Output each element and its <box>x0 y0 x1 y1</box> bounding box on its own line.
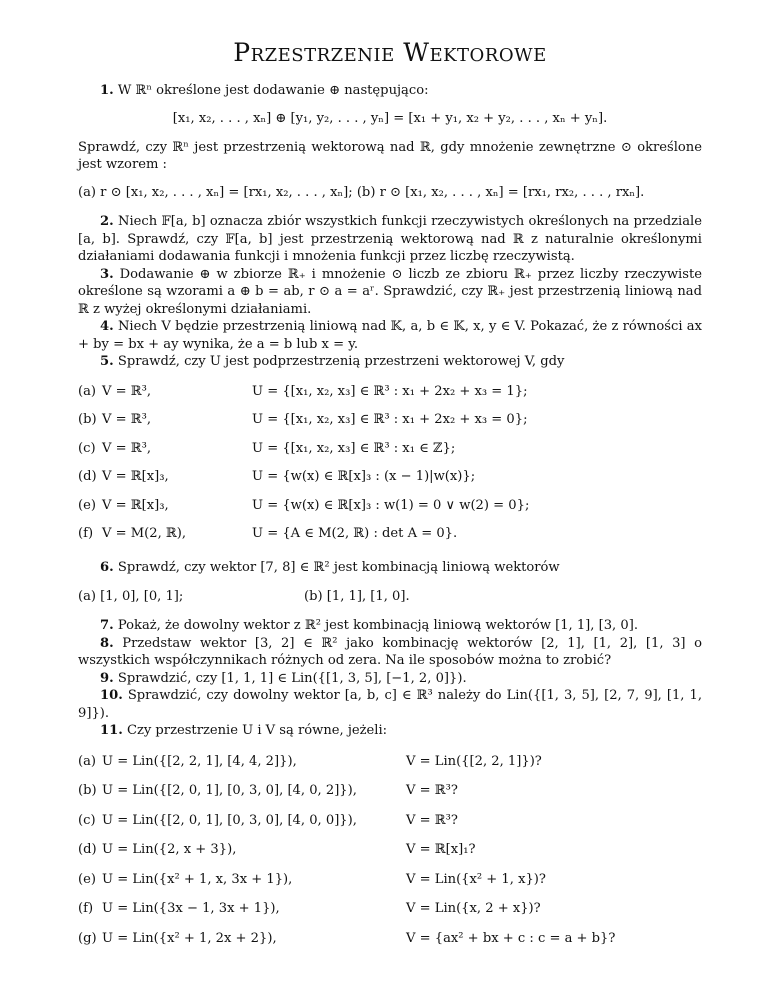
space-v: V = ℝ³? <box>406 783 458 798</box>
list-item <box>78 406 702 435</box>
problem-1-options: (a) r ⊙ [x₁, x₂, . . . , xₙ] = [rx₁, x₂, . . . , xₙ]; (b) r ⊙ [x₁, x₂, . . . , xₙ] = [rx₁, rx₂, . . . , rxₙ]. <box>78 184 645 200</box>
problem-text: Sprawdzić, czy [1, 1, 1] ∈ Lin({[1, 3, 5], [−1, 2, 0]}). <box>117 670 467 686</box>
item-label: (d) <box>78 469 97 484</box>
problem-3 <box>78 266 702 319</box>
space-u: U = Lin({[2, 0, 1], [0, 3, 0], [4, 0, 2]}), <box>102 783 357 798</box>
problem-10 <box>78 687 702 722</box>
problem-text: Dodawanie ⊕ w zbiorze ℝ₊ i mnożenie ⊙ liczb ze zbioru ℝ₊ przez liczby rzeczywiste określone są wzorami a ⊕ b = ab, r ⊙ a = aʳ. Sprawdzić, czy ℝ₊ jest przestrzenią liniową nad ℝ z wyżej określonymi działaniami. <box>78 266 702 317</box>
list-item <box>78 806 702 836</box>
item-label: (b) <box>78 783 97 798</box>
problem-5 <box>78 353 702 371</box>
problem-number: 11. <box>100 723 123 738</box>
subspace-u: U = {[x₁, x₂, x₃] ∈ ℝ³ : x₁ + 2x₂ + x₃ = 1}; <box>252 383 528 399</box>
problem-text: W ℝⁿ określone jest dodawanie ⊕ następująco: <box>117 83 429 98</box>
problem-text: Niech 𝔽[a, b] oznacza zbiór wszystkich funkcji rzeczywistych określonych na przedziale [a, b]. Sprawdź, czy 𝔽[a, b] jest przestrzenią wektorową nad ℝ z naturalnie określonymi działaniami dodawania funkcji i mnożenia funkcji przez liczbę rzeczywistą. <box>78 214 702 264</box>
space-u: U = Lin({[2, 2, 1], [4, 4, 2]}), <box>102 753 297 769</box>
item-label: (c) <box>78 440 96 456</box>
space-v: V = {ax² + bx + c : c = a + b}? <box>406 930 616 946</box>
subspace-u: U = {[x₁, x₂, x₃] ∈ ℝ³ : x₁ + 2x₂ + x₃ = 0}; <box>252 412 528 427</box>
problem-number: 10. <box>100 688 123 703</box>
space-u: U = Lin({3x − 1, 3x + 1}), <box>102 901 280 916</box>
problem-1-text: Sprawdź, czy ℝⁿ jest przestrzenią wektorową nad ℝ, gdy mnożenie zewnętrzne ⊙ określone jest wzorem : <box>78 139 702 172</box>
list-item <box>78 924 702 954</box>
problem-2 <box>78 213 702 266</box>
item-label: (c) <box>78 812 96 828</box>
space-u: U = Lin({[2, 0, 1], [0, 3, 0], [4, 0, 0]}), <box>102 812 357 828</box>
problem-number: 3. <box>100 266 114 282</box>
problem-number: 4. <box>100 319 114 334</box>
problem-6 <box>78 559 702 577</box>
problem-5-list <box>78 378 702 549</box>
list-item <box>78 747 702 777</box>
document-page <box>78 38 702 953</box>
space-v: V = Lin({[2, 2, 1]})? <box>406 753 542 769</box>
space-v: V = M(2, ℝ), <box>102 526 187 541</box>
problem-text: Niech V będzie przestrzenią liniową nad 𝕂, a, b ∈ 𝕂, x, y ∈ V. Pokazać, że z równości ax + by = bx + ay wynika, że a = b lub x = y. <box>78 319 703 352</box>
list-item <box>78 776 702 806</box>
problem-11 <box>78 722 702 740</box>
problem-text: Czy przestrzenie U i V są równe, jeżeli: <box>126 723 388 738</box>
list-item <box>78 865 702 895</box>
list-item <box>78 520 702 549</box>
item-label: (a) <box>78 753 97 769</box>
problem-6-options <box>78 588 702 605</box>
space-v: V = ℝ³, <box>102 440 152 456</box>
space-v: V = ℝ[x]₃, <box>102 469 169 484</box>
list-item <box>78 894 702 924</box>
space-v: V = ℝ³? <box>406 812 458 828</box>
list-item <box>78 835 702 865</box>
space-v: V = Lin({x² + 1, x})? <box>406 871 546 887</box>
subspace-u: U = {A ∈ M(2, ℝ) : det A = 0}. <box>252 526 458 541</box>
space-v: V = Lin({x, 2 + x})? <box>406 901 541 916</box>
problem-11-list <box>78 747 702 954</box>
problem-text: Przedstaw wektor [3, 2] ∈ ℝ² jako kombinację wektorów [2, 1], [1, 2], [1, 3] o wszystkich współczynnikach różnych od zera. Na ile sposobów można to zrobić? <box>78 635 702 668</box>
problem-text: Sprawdzić, czy dowolny wektor [a, b, c] ∈ ℝ³ należy do Lin({[1, 3, 5], [2, 7, 9], [1, 1, 9]}). <box>78 688 702 721</box>
problem-number: 7. <box>100 618 114 633</box>
problem-text: Sprawdź, czy U jest podprzestrzenią przestrzeni wektorowej V, gdy <box>117 354 565 369</box>
subspace-u: U = {w(x) ∈ ℝ[x]₃ : (x − 1)|w(x)}; <box>252 469 476 484</box>
problem-8 <box>78 635 702 670</box>
space-u: U = Lin({2, x + 3}), <box>102 842 237 857</box>
space-v: V = ℝ[x]₁? <box>406 842 476 857</box>
item-label: (d) <box>78 842 97 857</box>
problem-4 <box>78 318 702 353</box>
problem-text: Pokaż, że dowolny wektor z ℝ² jest kombinacją liniową wektorów [1, 1], [3, 0]. <box>117 618 638 633</box>
option-b: (b) [1, 1], [1, 0]. <box>304 589 410 604</box>
problem-7 <box>78 617 702 635</box>
space-v: V = ℝ[x]₃, <box>102 497 169 513</box>
problem-1-formula: [x₁, x₂, . . . , xₙ] ⊕ [y₁, y₂, . . . , yₙ] = [x₁ + y₁, x₂ + y₂, . . . , xₙ + yₙ]. <box>172 110 608 126</box>
problem-text: Sprawdź, czy wektor [7, 8] ∈ ℝ² jest kombinacją liniową wektorów <box>117 559 560 575</box>
page-title: Przestrzenie Wektorowe <box>233 38 547 67</box>
list-item <box>78 435 702 464</box>
item-label: (a) <box>78 383 97 399</box>
problem-number: 9. <box>100 670 114 686</box>
subspace-u: U = {[x₁, x₂, x₃] ∈ ℝ³ : x₁ ∈ ℤ}; <box>252 440 456 456</box>
problem-number: 6. <box>100 559 114 575</box>
item-label: (e) <box>78 871 96 887</box>
problem-9 <box>78 670 702 688</box>
option-a: (a) [1, 0], [0, 1]; <box>78 589 184 604</box>
list-item <box>78 463 702 492</box>
space-v: V = ℝ³, <box>102 412 152 427</box>
space-v: V = ℝ³, <box>102 383 152 399</box>
space-u: U = Lin({x² + 1, 2x + 2}), <box>102 930 277 946</box>
item-label: (f) <box>78 526 94 541</box>
subspace-u: U = {w(x) ∈ ℝ[x]₃ : w(1) = 0 ∨ w(2) = 0}; <box>252 497 530 513</box>
item-label: (g) <box>78 930 97 946</box>
item-label: (b) <box>78 412 97 427</box>
space-u: U = Lin({x² + 1, x, 3x + 1}), <box>102 871 293 887</box>
problem-1-intro <box>78 82 702 100</box>
list-item <box>78 378 702 407</box>
item-label: (f) <box>78 901 94 916</box>
problem-number: 8. <box>100 635 114 651</box>
problem-number: 1. <box>100 83 114 98</box>
list-item <box>78 492 702 521</box>
problem-number: 5. <box>100 354 114 369</box>
problem-number: 2. <box>100 214 114 229</box>
item-label: (e) <box>78 497 96 513</box>
